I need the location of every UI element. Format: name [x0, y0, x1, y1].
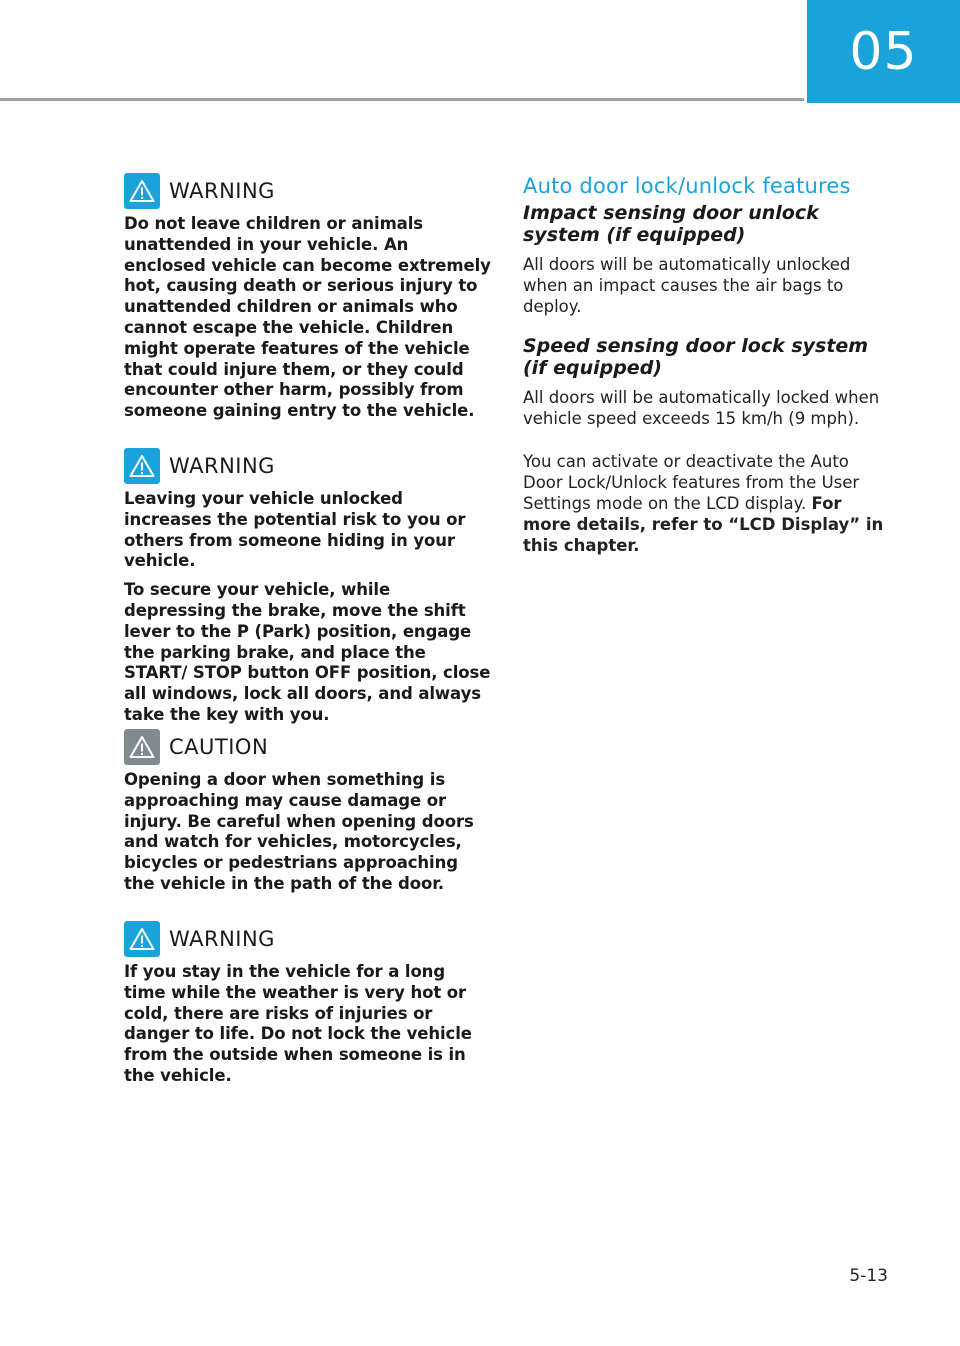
notice-text: Do not leave children or animals unattended in your vehicle. An enclosed vehicle can become extremely hot, causing death or serious injury to unattended children or animals who cannot escape the vehicle. Children might operate features of the vehicle that could injure them, or they could encounter other harm, possibly from someone gaining entry to the vehicle.: [124, 214, 491, 421]
settings-text: [523, 451, 893, 556]
notice-title: WARNING: [169, 454, 275, 478]
chapter-number: 05: [849, 21, 918, 82]
warning-notice-unlocked: [124, 447, 492, 734]
notice-text: If you stay in the vehicle for a long time while the weather is very hot or cold, there are risks of injuries or danger to life. Do not lock the vehicle from the outside when someone is in the vehicle.: [124, 962, 472, 1085]
impact-sensing-title: Impact sensing door unlock system (if equipped): [523, 202, 819, 246]
notice-title: WARNING: [169, 179, 275, 203]
notice-text: Leaving your vehicle unlocked increases the potential risk to you or others from someone hiding in your vehicle.: [124, 489, 466, 571]
warning-notice-weather: [124, 920, 492, 1095]
notice-text: Opening a door when something is approaching may cause damage or injury. Be careful when opening doors and watch for vehicles, motorcycles, bicycles or pedestrians approaching the vehicle in the path of the door.: [124, 770, 474, 893]
notice-title: WARNING: [169, 927, 275, 951]
caution-triangle-icon: [124, 729, 160, 765]
caution-notice-door: [124, 728, 492, 903]
warning-triangle-icon: [124, 173, 160, 209]
speed-sensing-text: All doors will be automatically locked when vehicle speed exceeds 15 km/h (9 mph).: [523, 388, 880, 428]
settings-reference: For more details, refer to “LCD Display” in this chapter.: [523, 494, 884, 555]
warning-notice-children: [124, 172, 492, 430]
auto-door-section: [523, 174, 893, 556]
notice-title: CAUTION: [169, 735, 269, 759]
warning-triangle-icon: [124, 921, 160, 957]
notice-text: To secure your vehicle, while depressing the brake, move the shift lever to the P (Park) position, engage the parking brake, and place the START/ STOP button OFF position, close all windows, lock all doors, and always take the key with you.: [124, 580, 491, 724]
warning-triangle-icon: [124, 448, 160, 484]
settings-plain: You can activate or deactivate the Auto Door Lock/Unlock features from the User Settings mode on the LCD display.: [523, 452, 860, 513]
impact-sensing-text: All doors will be automatically unlocked when an impact causes the air bags to deploy.: [523, 255, 851, 316]
page-number: 5-13: [849, 1266, 888, 1286]
section-title: Auto door lock/unlock features: [523, 174, 851, 198]
chapter-tab: [807, 0, 960, 103]
header-rule: [0, 98, 804, 101]
speed-sensing-title: Speed sensing door lock system (if equipped): [523, 335, 869, 379]
